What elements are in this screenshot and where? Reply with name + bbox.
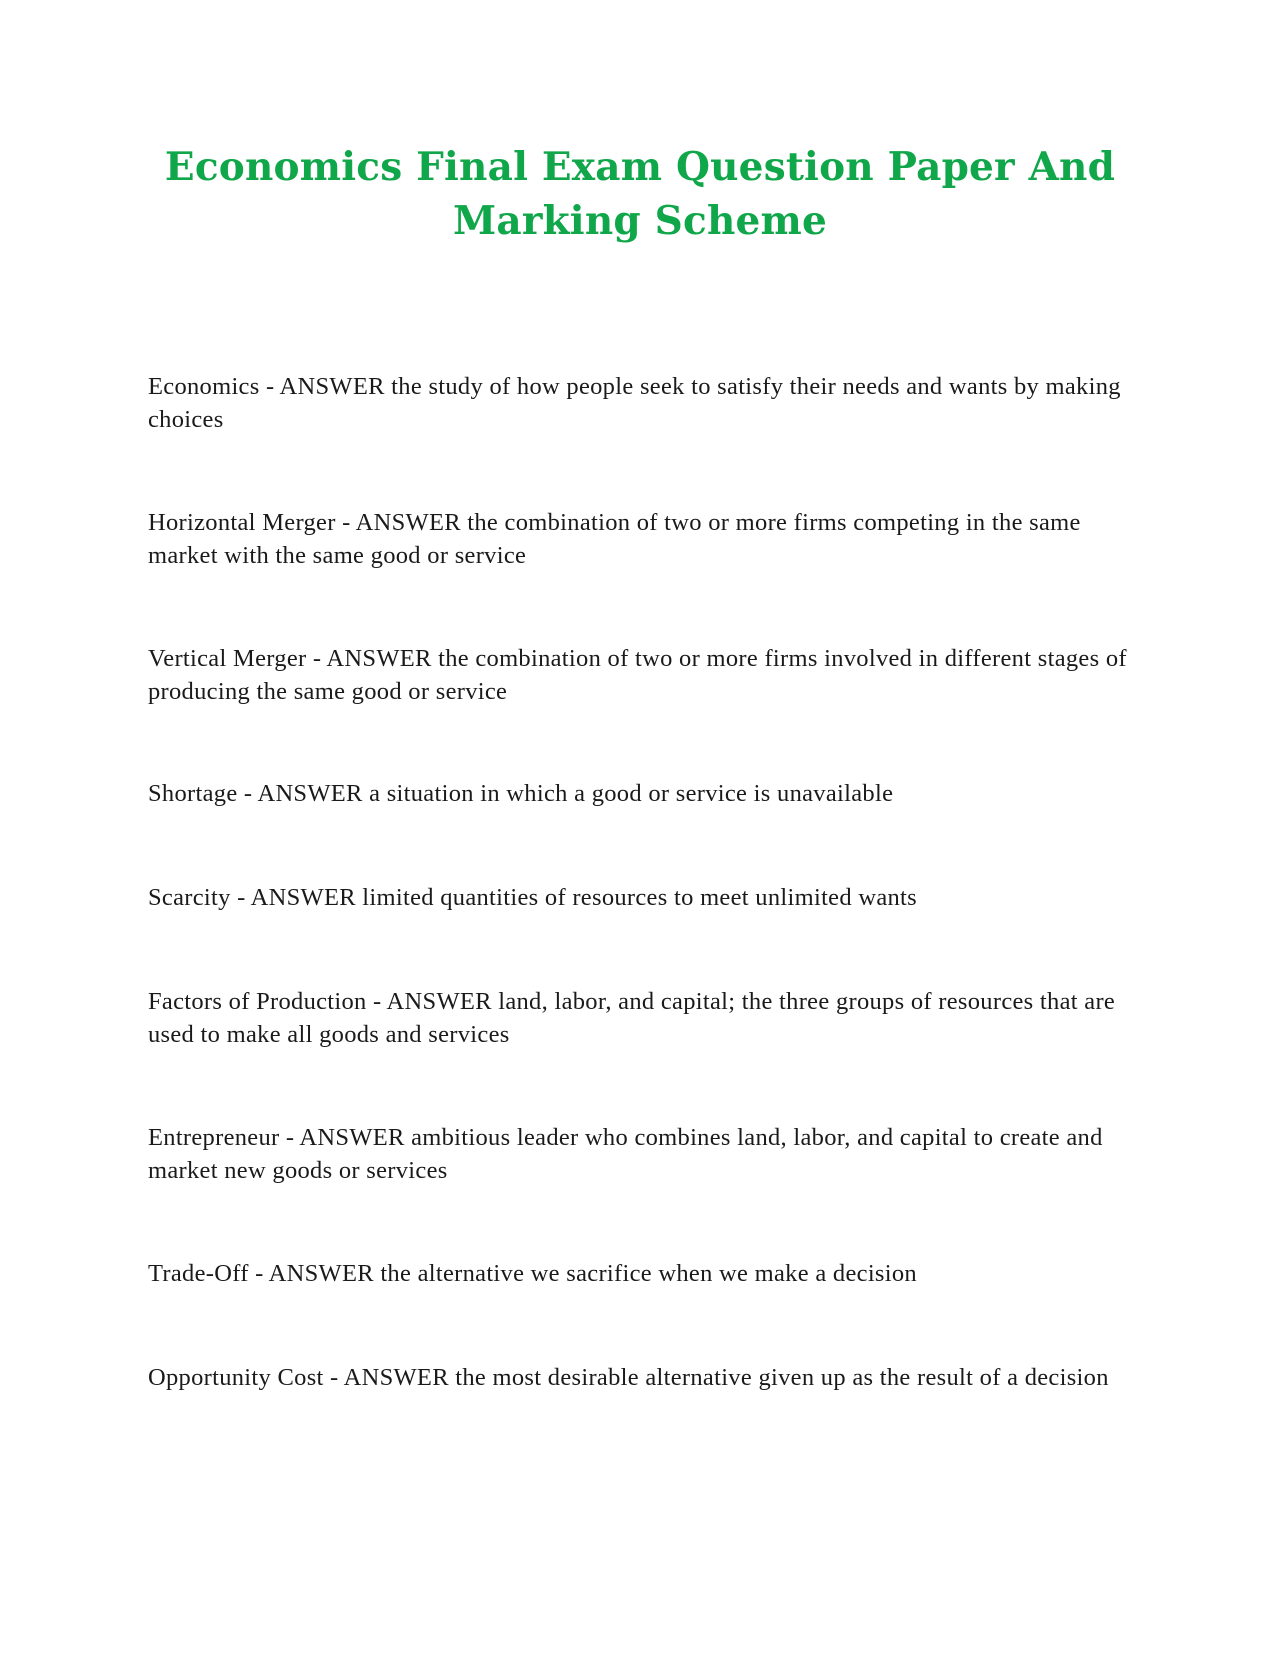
definition-factors-of-production: Factors of Production - ANSWER land, labor, and capital; the three groups of resources that are used to make all goods and services	[148, 988, 1116, 1048]
title-line-1: Economics Final Exam Question Paper And	[164, 144, 1116, 190]
definition-vertical-merger: Vertical Merger - ANSWER the combination of two or more firms involved in different stages of producing the same good or service	[148, 645, 1127, 705]
definition-shortage: Shortage - ANSWER a situation in which a good or service is unavailable	[148, 780, 894, 807]
definition-economics: Economics - ANSWER the study of how people seek to satisfy their needs and wants by making choices	[148, 373, 1121, 433]
definition-horizontal-merger: Horizontal Merger - ANSWER the combination of two or more firms competing in the same market with the same good or service	[148, 509, 1081, 569]
definition-trade-off: Trade-Off - ANSWER the alternative we sacrifice when we make a decision	[148, 1260, 917, 1287]
definition-opportunity-cost: Opportunity Cost - ANSWER the most desirable alternative given up as the result of a decision	[148, 1364, 1109, 1391]
page-title	[0, 140, 1280, 248]
definition-entrepreneur: Entrepreneur - ANSWER ambitious leader who combines land, labor, and capital to create and market new goods or services	[148, 1124, 1103, 1184]
title-line-2: Marking Scheme	[453, 198, 827, 244]
definition-scarcity: Scarcity - ANSWER limited quantities of resources to meet unlimited wants	[148, 884, 917, 911]
